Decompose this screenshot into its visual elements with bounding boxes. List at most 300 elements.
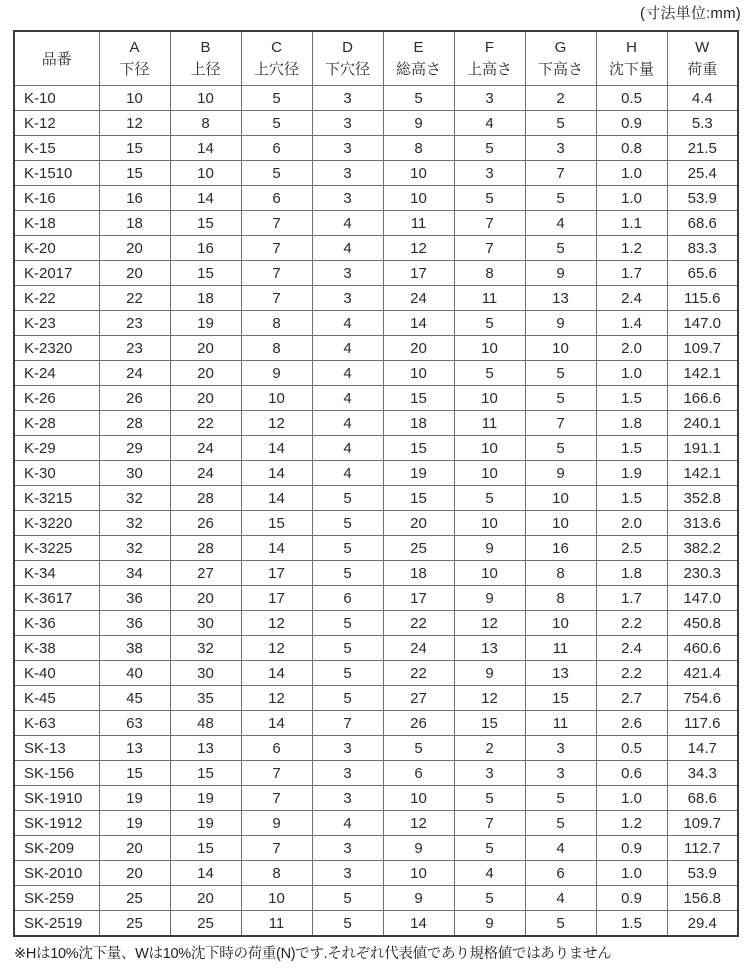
value-cell: 1.5 bbox=[596, 436, 667, 461]
value-cell: 16 bbox=[525, 536, 596, 561]
value-cell: 7 bbox=[241, 211, 312, 236]
part-number: K-28 bbox=[14, 411, 99, 436]
header-letter: F bbox=[484, 38, 495, 56]
value-cell: 156.8 bbox=[667, 886, 738, 911]
value-cell: 26 bbox=[170, 511, 241, 536]
value-cell: 4 bbox=[525, 836, 596, 861]
value-cell: 5 bbox=[241, 161, 312, 186]
value-cell: 12 bbox=[383, 811, 454, 836]
value-cell: 20 bbox=[170, 336, 241, 361]
part-number: K-16 bbox=[14, 186, 99, 211]
value-cell: 0.9 bbox=[596, 886, 667, 911]
value-cell: 14 bbox=[241, 711, 312, 736]
value-cell: 5 bbox=[312, 561, 383, 586]
value-cell: 10 bbox=[241, 886, 312, 911]
table-row bbox=[14, 686, 738, 711]
value-cell: 1.9 bbox=[596, 461, 667, 486]
part-number: SK-13 bbox=[14, 736, 99, 761]
value-cell: 30 bbox=[170, 611, 241, 636]
value-cell: 191.1 bbox=[667, 436, 738, 461]
table-row bbox=[14, 536, 738, 561]
value-cell: 15 bbox=[99, 761, 170, 786]
part-number: K-20 bbox=[14, 236, 99, 261]
header-letter: W bbox=[695, 38, 710, 56]
value-cell: 9 bbox=[454, 911, 525, 937]
value-cell: 16 bbox=[99, 186, 170, 211]
value-cell: 9 bbox=[241, 811, 312, 836]
value-cell: 35 bbox=[170, 686, 241, 711]
value-cell: 13 bbox=[525, 286, 596, 311]
value-cell: 1.7 bbox=[596, 586, 667, 611]
part-number: K-34 bbox=[14, 561, 99, 586]
value-cell: 7 bbox=[241, 836, 312, 861]
value-cell: 5 bbox=[312, 636, 383, 661]
table-row bbox=[14, 186, 738, 211]
header-cell-C bbox=[241, 31, 312, 86]
value-cell: 115.6 bbox=[667, 286, 738, 311]
value-cell: 21.5 bbox=[667, 136, 738, 161]
header-label: 沈下量 bbox=[608, 60, 654, 78]
table-row bbox=[14, 436, 738, 461]
value-cell: 166.6 bbox=[667, 386, 738, 411]
value-cell: 2 bbox=[454, 736, 525, 761]
value-cell: 3 bbox=[312, 136, 383, 161]
value-cell: 20 bbox=[170, 386, 241, 411]
table-row bbox=[14, 86, 738, 111]
header-label: 上径 bbox=[190, 60, 221, 78]
value-cell: 109.7 bbox=[667, 336, 738, 361]
value-cell: 48 bbox=[170, 711, 241, 736]
part-number: K-30 bbox=[14, 461, 99, 486]
part-number: K-3617 bbox=[14, 586, 99, 611]
table-row bbox=[14, 811, 738, 836]
value-cell: 1.5 bbox=[596, 486, 667, 511]
value-cell: 23 bbox=[99, 336, 170, 361]
value-cell: 5 bbox=[525, 361, 596, 386]
value-cell: 5 bbox=[312, 886, 383, 911]
value-cell: 5 bbox=[241, 86, 312, 111]
value-cell: 2 bbox=[525, 86, 596, 111]
value-cell: 10 bbox=[383, 186, 454, 211]
value-cell: 3 bbox=[525, 736, 596, 761]
value-cell: 14 bbox=[170, 136, 241, 161]
value-cell: 230.3 bbox=[667, 561, 738, 586]
value-cell: 8 bbox=[241, 336, 312, 361]
value-cell: 7 bbox=[525, 411, 596, 436]
value-cell: 1.5 bbox=[596, 386, 667, 411]
table-row bbox=[14, 336, 738, 361]
table-row bbox=[14, 511, 738, 536]
value-cell: 10 bbox=[454, 336, 525, 361]
header-label: 下穴径 bbox=[324, 60, 370, 78]
value-cell: 11 bbox=[525, 711, 596, 736]
part-number: K-63 bbox=[14, 711, 99, 736]
value-cell: 32 bbox=[99, 486, 170, 511]
value-cell: 53.9 bbox=[667, 861, 738, 886]
value-cell: 53.9 bbox=[667, 186, 738, 211]
value-cell: 30 bbox=[99, 461, 170, 486]
value-cell: 4 bbox=[312, 386, 383, 411]
value-cell: 13 bbox=[170, 736, 241, 761]
value-cell: 7 bbox=[241, 236, 312, 261]
value-cell: 9 bbox=[383, 886, 454, 911]
value-cell: 10 bbox=[525, 511, 596, 536]
spec-table-header bbox=[14, 31, 738, 86]
value-cell: 10 bbox=[454, 561, 525, 586]
value-cell: 4 bbox=[454, 111, 525, 136]
value-cell: 10 bbox=[383, 361, 454, 386]
value-cell: 17 bbox=[241, 586, 312, 611]
value-cell: 15 bbox=[99, 136, 170, 161]
table-row bbox=[14, 911, 738, 937]
value-cell: 142.1 bbox=[667, 361, 738, 386]
value-cell: 20 bbox=[99, 261, 170, 286]
table-row bbox=[14, 236, 738, 261]
value-cell: 14 bbox=[241, 661, 312, 686]
part-number: SK-1910 bbox=[14, 786, 99, 811]
value-cell: 9 bbox=[383, 111, 454, 136]
value-cell: 1.1 bbox=[596, 211, 667, 236]
value-cell: 5 bbox=[454, 786, 525, 811]
value-cell: 15 bbox=[170, 836, 241, 861]
value-cell: 24 bbox=[383, 636, 454, 661]
value-cell: 3 bbox=[525, 761, 596, 786]
dimension-spec-table bbox=[13, 30, 739, 937]
table-row bbox=[14, 136, 738, 161]
value-cell: 382.2 bbox=[667, 536, 738, 561]
header-cell-G bbox=[525, 31, 596, 86]
part-number: SK-1912 bbox=[14, 811, 99, 836]
value-cell: 10 bbox=[383, 786, 454, 811]
table-row bbox=[14, 486, 738, 511]
value-cell: 10 bbox=[170, 86, 241, 111]
value-cell: 10 bbox=[383, 861, 454, 886]
value-cell: 15 bbox=[383, 386, 454, 411]
value-cell: 3 bbox=[312, 161, 383, 186]
value-cell: 10 bbox=[241, 386, 312, 411]
value-cell: 11 bbox=[525, 636, 596, 661]
value-cell: 5 bbox=[525, 911, 596, 937]
value-cell: 1.2 bbox=[596, 236, 667, 261]
value-cell: 13 bbox=[99, 736, 170, 761]
value-cell: 8 bbox=[525, 561, 596, 586]
table-row bbox=[14, 661, 738, 686]
value-cell: 68.6 bbox=[667, 211, 738, 236]
part-number: K-3225 bbox=[14, 536, 99, 561]
value-cell: 10 bbox=[383, 161, 454, 186]
value-cell: 7 bbox=[241, 286, 312, 311]
value-cell: 45 bbox=[99, 686, 170, 711]
unit-note: (寸法単位:mm) bbox=[640, 5, 741, 22]
value-cell: 27 bbox=[170, 561, 241, 586]
value-cell: 13 bbox=[525, 661, 596, 686]
value-cell: 15 bbox=[170, 211, 241, 236]
value-cell: 15 bbox=[525, 686, 596, 711]
value-cell: 32 bbox=[99, 536, 170, 561]
value-cell: 7 bbox=[241, 761, 312, 786]
value-cell: 5 bbox=[525, 111, 596, 136]
value-cell: 5 bbox=[454, 186, 525, 211]
value-cell: 24 bbox=[383, 286, 454, 311]
value-cell: 14 bbox=[241, 536, 312, 561]
value-cell: 5 bbox=[312, 611, 383, 636]
value-cell: 2.4 bbox=[596, 636, 667, 661]
header-letter: E bbox=[413, 38, 424, 56]
value-cell: 26 bbox=[99, 386, 170, 411]
value-cell: 3 bbox=[312, 286, 383, 311]
value-cell: 5 bbox=[525, 386, 596, 411]
value-cell: 7 bbox=[241, 261, 312, 286]
value-cell: 19 bbox=[99, 786, 170, 811]
part-number: K-23 bbox=[14, 311, 99, 336]
part-number: K-3215 bbox=[14, 486, 99, 511]
value-cell: 18 bbox=[383, 411, 454, 436]
value-cell: 9 bbox=[454, 586, 525, 611]
value-cell: 23 bbox=[99, 311, 170, 336]
value-cell: 12 bbox=[241, 411, 312, 436]
value-cell: 109.7 bbox=[667, 811, 738, 836]
value-cell: 11 bbox=[454, 411, 525, 436]
value-cell: 10 bbox=[525, 336, 596, 361]
part-number: K-2320 bbox=[14, 336, 99, 361]
value-cell: 32 bbox=[170, 636, 241, 661]
header-cell-A bbox=[99, 31, 170, 86]
value-cell: 14 bbox=[383, 311, 454, 336]
table-row bbox=[14, 161, 738, 186]
value-cell: 15 bbox=[99, 161, 170, 186]
value-cell: 4 bbox=[312, 461, 383, 486]
value-cell: 3 bbox=[312, 786, 383, 811]
value-cell: 19 bbox=[170, 786, 241, 811]
value-cell: 6 bbox=[241, 736, 312, 761]
value-cell: 0.8 bbox=[596, 136, 667, 161]
value-cell: 15 bbox=[383, 436, 454, 461]
table-row bbox=[14, 286, 738, 311]
value-cell: 5 bbox=[312, 536, 383, 561]
value-cell: 5 bbox=[525, 811, 596, 836]
value-cell: 7 bbox=[454, 211, 525, 236]
value-cell: 1.0 bbox=[596, 861, 667, 886]
value-cell: 10 bbox=[454, 436, 525, 461]
value-cell: 16 bbox=[170, 236, 241, 261]
table-row bbox=[14, 736, 738, 761]
value-cell: 3 bbox=[312, 186, 383, 211]
value-cell: 1.7 bbox=[596, 261, 667, 286]
value-cell: 13 bbox=[454, 636, 525, 661]
value-cell: 17 bbox=[383, 261, 454, 286]
value-cell: 4 bbox=[525, 886, 596, 911]
table-row bbox=[14, 461, 738, 486]
value-cell: 19 bbox=[170, 311, 241, 336]
part-number: K-10 bbox=[14, 86, 99, 111]
part-number: K-15 bbox=[14, 136, 99, 161]
value-cell: 10 bbox=[454, 461, 525, 486]
header-label: 荷重 bbox=[687, 60, 718, 78]
header-label: 上穴径 bbox=[253, 60, 299, 78]
value-cell: 20 bbox=[99, 836, 170, 861]
value-cell: 2.0 bbox=[596, 511, 667, 536]
value-cell: 26 bbox=[383, 711, 454, 736]
header-cell-H bbox=[596, 31, 667, 86]
value-cell: 36 bbox=[99, 611, 170, 636]
value-cell: 9 bbox=[525, 311, 596, 336]
value-cell: 460.6 bbox=[667, 636, 738, 661]
value-cell: 2.4 bbox=[596, 286, 667, 311]
value-cell: 240.1 bbox=[667, 411, 738, 436]
value-cell: 12 bbox=[454, 686, 525, 711]
value-cell: 8 bbox=[525, 586, 596, 611]
value-cell: 5 bbox=[454, 136, 525, 161]
value-cell: 15 bbox=[383, 486, 454, 511]
part-number: K-22 bbox=[14, 286, 99, 311]
value-cell: 1.0 bbox=[596, 361, 667, 386]
value-cell: 2.5 bbox=[596, 536, 667, 561]
header-label: 下径 bbox=[119, 60, 150, 78]
part-number: K-36 bbox=[14, 611, 99, 636]
value-cell: 1.5 bbox=[596, 911, 667, 937]
value-cell: 1.2 bbox=[596, 811, 667, 836]
value-cell: 17 bbox=[241, 561, 312, 586]
value-cell: 12 bbox=[383, 236, 454, 261]
header-cell-B bbox=[170, 31, 241, 86]
value-cell: 7 bbox=[454, 236, 525, 261]
value-cell: 32 bbox=[99, 511, 170, 536]
value-cell: 18 bbox=[99, 211, 170, 236]
value-cell: 4.4 bbox=[667, 86, 738, 111]
value-cell: 5 bbox=[312, 486, 383, 511]
part-number: SK-2519 bbox=[14, 911, 99, 937]
value-cell: 8 bbox=[383, 136, 454, 161]
value-cell: 22 bbox=[383, 611, 454, 636]
value-cell: 421.4 bbox=[667, 661, 738, 686]
value-cell: 4 bbox=[454, 861, 525, 886]
value-cell: 2.2 bbox=[596, 661, 667, 686]
value-cell: 6 bbox=[383, 761, 454, 786]
value-cell: 117.6 bbox=[667, 711, 738, 736]
value-cell: 24 bbox=[170, 461, 241, 486]
value-cell: 2.6 bbox=[596, 711, 667, 736]
value-cell: 20 bbox=[170, 361, 241, 386]
value-cell: 450.8 bbox=[667, 611, 738, 636]
header-letter: H bbox=[626, 38, 637, 56]
value-cell: 3 bbox=[454, 161, 525, 186]
part-number: K-29 bbox=[14, 436, 99, 461]
value-cell: 12 bbox=[241, 636, 312, 661]
value-cell: 3 bbox=[312, 111, 383, 136]
value-cell: 147.0 bbox=[667, 311, 738, 336]
value-cell: 5 bbox=[525, 436, 596, 461]
value-cell: 6 bbox=[241, 136, 312, 161]
value-cell: 38 bbox=[99, 636, 170, 661]
value-cell: 28 bbox=[170, 486, 241, 511]
value-cell: 15 bbox=[170, 761, 241, 786]
table-row bbox=[14, 761, 738, 786]
value-cell: 18 bbox=[170, 286, 241, 311]
value-cell: 3 bbox=[312, 861, 383, 886]
value-cell: 5 bbox=[383, 86, 454, 111]
value-cell: 11 bbox=[383, 211, 454, 236]
value-cell: 1.8 bbox=[596, 561, 667, 586]
value-cell: 0.5 bbox=[596, 736, 667, 761]
value-cell: 34.3 bbox=[667, 761, 738, 786]
header-cell-item: 品番 bbox=[14, 31, 99, 86]
value-cell: 5 bbox=[454, 361, 525, 386]
part-number: K-45 bbox=[14, 686, 99, 711]
value-cell: 10 bbox=[454, 386, 525, 411]
table-row bbox=[14, 636, 738, 661]
table-row bbox=[14, 586, 738, 611]
value-cell: 19 bbox=[383, 461, 454, 486]
value-cell: 20 bbox=[99, 861, 170, 886]
part-number: K-26 bbox=[14, 386, 99, 411]
header-cell-F bbox=[454, 31, 525, 86]
value-cell: 17 bbox=[383, 586, 454, 611]
value-cell: 20 bbox=[383, 511, 454, 536]
value-cell: 112.7 bbox=[667, 836, 738, 861]
value-cell: 1.8 bbox=[596, 411, 667, 436]
value-cell: 8 bbox=[454, 261, 525, 286]
value-cell: 10 bbox=[525, 486, 596, 511]
part-number: SK-156 bbox=[14, 761, 99, 786]
value-cell: 7 bbox=[241, 786, 312, 811]
header-letter: A bbox=[129, 38, 140, 56]
value-cell: 15 bbox=[170, 261, 241, 286]
value-cell: 63 bbox=[99, 711, 170, 736]
value-cell: 3 bbox=[312, 761, 383, 786]
value-cell: 29 bbox=[99, 436, 170, 461]
value-cell: 6 bbox=[241, 186, 312, 211]
value-cell: 5 bbox=[525, 236, 596, 261]
value-cell: 12 bbox=[241, 611, 312, 636]
part-number: K-38 bbox=[14, 636, 99, 661]
table-row bbox=[14, 611, 738, 636]
value-cell: 0.6 bbox=[596, 761, 667, 786]
value-cell: 20 bbox=[170, 886, 241, 911]
header-cell-D bbox=[312, 31, 383, 86]
value-cell: 4 bbox=[312, 811, 383, 836]
value-cell: 28 bbox=[99, 411, 170, 436]
value-cell: 14 bbox=[241, 461, 312, 486]
value-cell: 4 bbox=[312, 361, 383, 386]
value-cell: 4 bbox=[312, 211, 383, 236]
part-number: K-24 bbox=[14, 361, 99, 386]
table-row bbox=[14, 211, 738, 236]
value-cell: 22 bbox=[170, 411, 241, 436]
table-row bbox=[14, 386, 738, 411]
part-number: K-18 bbox=[14, 211, 99, 236]
value-cell: 5 bbox=[383, 736, 454, 761]
value-cell: 0.9 bbox=[596, 836, 667, 861]
value-cell: 7 bbox=[525, 161, 596, 186]
part-number: K-3220 bbox=[14, 511, 99, 536]
value-cell: 5 bbox=[454, 836, 525, 861]
part-number: K-40 bbox=[14, 661, 99, 686]
value-cell: 36 bbox=[99, 586, 170, 611]
value-cell: 142.1 bbox=[667, 461, 738, 486]
value-cell: 4 bbox=[312, 311, 383, 336]
value-cell: 9 bbox=[454, 661, 525, 686]
value-cell: 15 bbox=[241, 511, 312, 536]
value-cell: 9 bbox=[454, 536, 525, 561]
header-label: 下高さ bbox=[537, 60, 583, 78]
value-cell: 10 bbox=[525, 611, 596, 636]
part-number: SK-259 bbox=[14, 886, 99, 911]
value-cell: 83.3 bbox=[667, 236, 738, 261]
value-cell: 9 bbox=[383, 836, 454, 861]
value-cell: 2.7 bbox=[596, 686, 667, 711]
value-cell: 20 bbox=[170, 586, 241, 611]
table-row bbox=[14, 711, 738, 736]
